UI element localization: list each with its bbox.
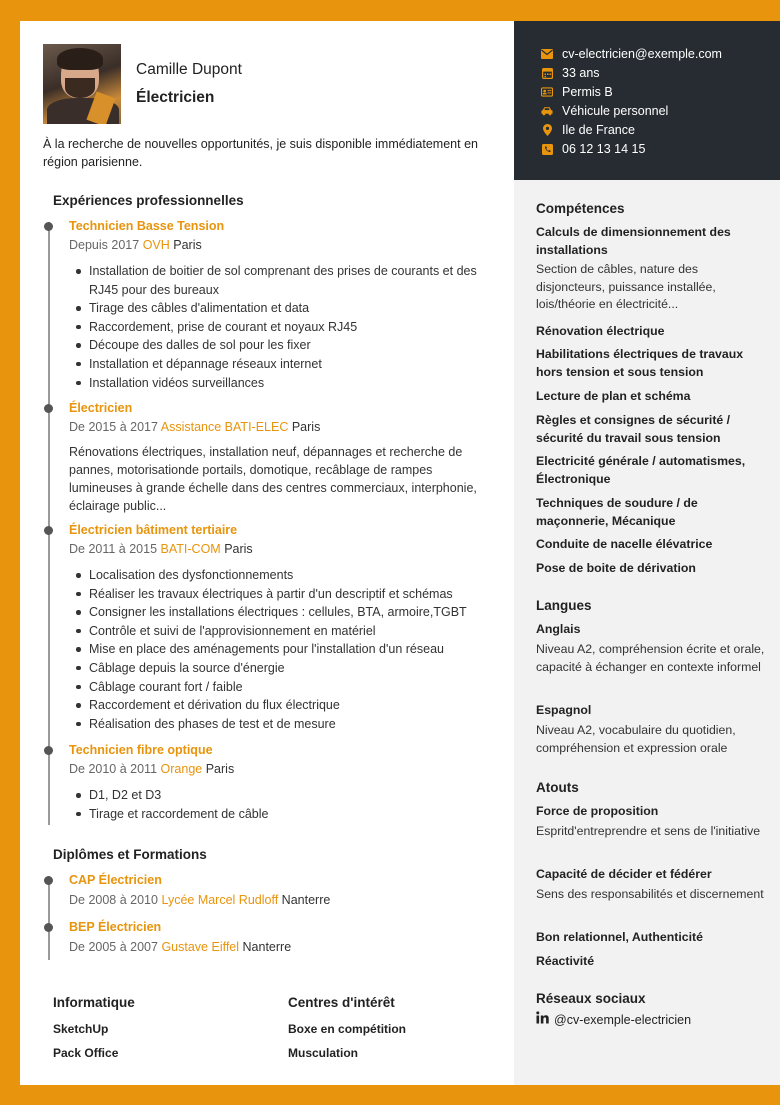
contact-panel — [514, 21, 780, 180]
strength-name: Force de proposition — [536, 804, 659, 818]
list-item: Tirage et raccordement de câble — [69, 805, 489, 824]
experience-period: De 2010 à 2011 — [69, 762, 158, 776]
skill-item: Règles et consignes de sécurité / sécurité du travail sous tension — [536, 413, 731, 445]
experience-title: Technicien Basse Tension — [69, 219, 225, 233]
skill-item: Electricité générale / automatismes, Électronique — [536, 454, 746, 486]
experience-org: OVH — [142, 238, 170, 252]
education-location: Nanterre — [242, 940, 292, 954]
contact-phone: 06 12 13 14 15 — [541, 141, 645, 157]
experience-location: Paris — [173, 238, 202, 252]
experience-bullets — [69, 262, 489, 392]
language-level: Niveau A2, vocabulaire du quotidien, compréhension et expression orale — [536, 723, 736, 755]
education-title: BEP Électricien — [69, 920, 162, 934]
experience-timeline — [48, 222, 50, 825]
list-item: Installation vidéos surveillances — [69, 374, 489, 393]
experience-meta — [69, 420, 320, 434]
list-item: Réalisation des phases de test et de mesure — [69, 715, 499, 734]
strength-name: Réactivité — [536, 954, 595, 968]
list-item: Découpe des dalles de sol pour les fixer — [69, 336, 489, 355]
list-item: Raccordement et dérivation du flux électrique — [69, 696, 499, 715]
calendar-icon — [541, 67, 553, 79]
experience-description: Rénovations électriques, installation neuf, dépannages et recherche de pannes, motorisationde portails, domotique, recâblage de rampes lumineuses à grande échelle dans des centres commerciaux, interphonie, éclairage public... — [69, 445, 477, 513]
list-item: Installation de boitier de sol comprenant des prises de courants et des RJ45 pour des bureaux — [69, 262, 489, 299]
language-name: Anglais — [536, 622, 581, 636]
interest-item: Boxe en compétition — [288, 1022, 407, 1036]
skill-item: Conduite de nacelle élévatrice — [536, 537, 713, 551]
candidate-name: Camille Dupont — [136, 61, 242, 78]
contact-vehicle: Véhicule personnel — [541, 103, 668, 119]
education-school: Gustave Eiffel — [161, 940, 240, 954]
skills-heading: Compétences — [536, 201, 625, 216]
experience-location: Paris — [205, 762, 235, 776]
contact-license: Permis B — [541, 84, 613, 100]
timeline-dot — [44, 876, 53, 885]
social-heading: Réseaux sociaux — [536, 991, 646, 1006]
skill-item: Pose de boite de dérivation — [536, 561, 696, 575]
experience-period: De 2015 à 2017 — [69, 420, 158, 434]
interest-item: Musculation — [288, 1046, 359, 1060]
list-item: Raccordement, prise de courant et noyaux RJ45 — [69, 318, 489, 337]
education-school: Lycée Marcel Rudloff — [161, 893, 279, 907]
timeline-dot — [44, 746, 53, 755]
experience-meta — [69, 542, 253, 556]
main-column — [20, 21, 514, 1085]
linkedin-link[interactable] — [536, 1011, 691, 1029]
list-item: Installation et dépannage réseaux internet — [69, 355, 489, 374]
intro-text: À la recherche de nouvelles opportunités, je suis disponible immédiatement en région parisienne. — [43, 137, 478, 169]
education-heading: Diplômes et Formations — [53, 847, 207, 862]
list-item: Câblage depuis la source d'énergie — [69, 659, 499, 678]
strength-description: Espritd'entreprendre et sens de l'initiative — [536, 824, 761, 838]
informatique-heading: Informatique — [53, 995, 135, 1010]
envelope-icon — [541, 48, 553, 60]
list-item: Réaliser les travaux électriques à partir d'un descriptif et schémas — [69, 585, 499, 604]
education-timeline — [48, 876, 50, 960]
skill-item: Lecture de plan et schéma — [536, 389, 691, 403]
experience-org: BATI-COM — [160, 542, 221, 556]
skill-item: Techniques de soudure / de maçonnerie, Mécanique — [536, 496, 698, 528]
resume-page — [20, 21, 780, 1085]
skill-item: Habilitations électriques de travaux hors tension et sous tension — [536, 347, 744, 379]
education-meta — [69, 940, 291, 954]
experience-title: Électricien bâtiment tertiaire — [69, 523, 238, 537]
contact-location: Ile de France — [541, 122, 635, 138]
languages-heading: Langues — [536, 598, 592, 613]
experience-bullets — [69, 786, 489, 823]
experience-heading: Expériences professionnelles — [53, 193, 244, 208]
list-item: Mise en place des aménagements pour l'installation d'un réseau — [69, 640, 499, 659]
experience-meta — [69, 762, 234, 776]
map-pin-icon — [541, 124, 553, 136]
skill-item: Rénovation électrique — [536, 324, 665, 338]
timeline-dot — [44, 923, 53, 932]
linkedin-handle: @cv-exemple-electricien — [554, 1013, 692, 1027]
experience-location: Paris — [224, 542, 253, 556]
contact-age: 33 ans — [541, 65, 600, 81]
sidebar-column — [514, 21, 780, 1085]
software-item: Pack Office — [53, 1046, 119, 1060]
strength-description: Sens des responsabilités et discernement — [536, 887, 764, 901]
contact-email: cv-electricien@exemple.com — [541, 46, 722, 62]
interests-heading: Centres d'intérêt — [288, 995, 395, 1010]
strengths-heading: Atouts — [536, 780, 579, 795]
experience-period: Depuis 2017 — [69, 238, 140, 252]
experience-location: Paris — [291, 420, 321, 434]
education-meta — [69, 893, 330, 907]
experience-title: Technicien fibre optique — [69, 743, 213, 757]
timeline-dot — [44, 222, 53, 231]
experience-org: Orange — [160, 762, 203, 776]
education-title: CAP Électricien — [69, 873, 162, 887]
list-item: Localisation des dysfonctionnements — [69, 566, 499, 585]
experience-period: De 2011 à 2015 — [69, 542, 158, 556]
strength-name: Capacité de décider et fédérer — [536, 867, 712, 881]
skill-item: Calculs de dimensionnement des installations — [536, 225, 731, 257]
job-title: Électricien — [136, 89, 215, 106]
profile-photo — [43, 44, 121, 124]
education-period: De 2005 à 2007 — [69, 940, 158, 954]
experience-meta — [69, 238, 202, 252]
experience-title: Électricien — [69, 401, 133, 415]
list-item: D1, D2 et D3 — [69, 786, 489, 805]
education-location: Nanterre — [281, 893, 331, 907]
language-level: Niveau A2, compréhension écrite et orale, capacité à échanger en contexte informel — [536, 642, 765, 674]
experience-org: Assistance BATI-ELEC — [160, 420, 289, 434]
id-card-icon — [541, 86, 553, 98]
phone-icon — [541, 143, 553, 155]
experience-bullets — [69, 566, 499, 733]
list-item: Consigner les installations électriques : cellules, BTA, armoire,TGBT — [69, 603, 499, 622]
strength-name: Bon relationnel, Authenticité — [536, 930, 703, 944]
list-item: Contrôle et suivi de l'approvisionnement en matériel — [69, 622, 499, 641]
car-icon — [541, 105, 553, 117]
skill-description: Section de câbles, nature des disjoncteurs, puissance installée, lois/théorie en électricité... — [536, 262, 716, 311]
language-name: Espagnol — [536, 703, 592, 717]
education-period: De 2008 à 2010 — [69, 893, 158, 907]
list-item: Tirage des câbles d'alimentation et data — [69, 299, 489, 318]
timeline-dot — [44, 404, 53, 413]
list-item: Câblage courant fort / faible — [69, 678, 499, 697]
software-item: SketchUp — [53, 1022, 109, 1036]
timeline-dot — [44, 526, 53, 535]
linkedin-icon — [536, 1011, 549, 1029]
